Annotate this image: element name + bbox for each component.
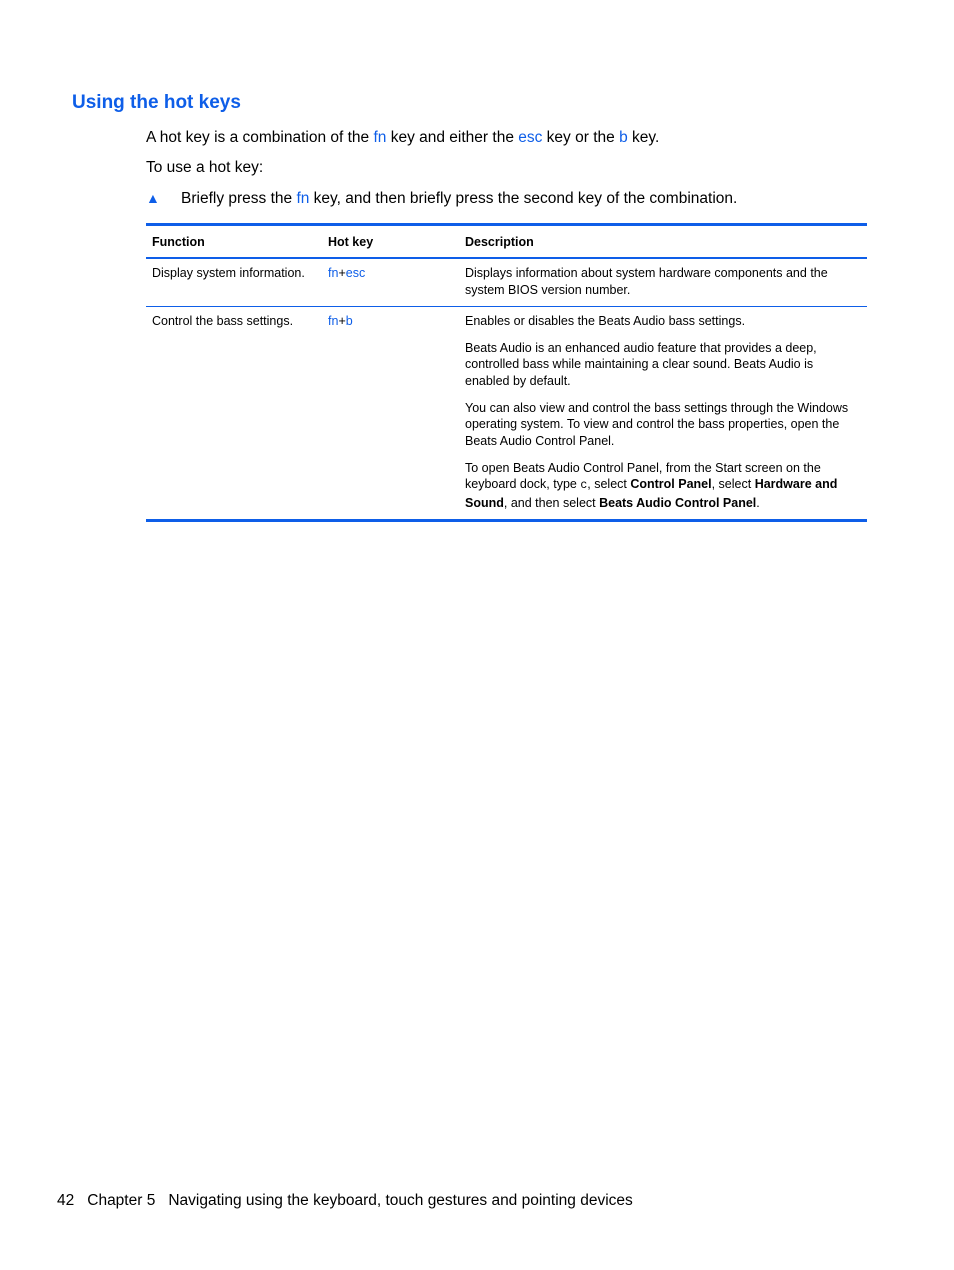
- hot-key-cell: fn+b: [328, 313, 353, 328]
- column-header-description: Description: [459, 225, 867, 259]
- description-paragraph: Beats Audio is an enhanced audio feature that provides a deep, controlled bass while maintaining a clear sound. Beats Audio is enabled by default.: [465, 341, 817, 388]
- description-paragraph: To open Beats Audio Control Panel, from the Start screen on the keyboard dock, type c, select Control Panel, select Hardware and Sound, and then select Beats Audio Control Panel.: [465, 460, 838, 510]
- table-row: [146, 306, 867, 520]
- hot-key-cell: fn+esc: [322, 258, 459, 306]
- section-heading: Using the hot keys: [72, 92, 241, 113]
- table-header-row: [146, 225, 867, 259]
- column-header-hot-key: Hot key: [322, 225, 459, 259]
- chapter-title: Navigating using the keyboard, touch gestures and pointing devices: [168, 1192, 633, 1209]
- chapter-label: Chapter 5: [87, 1192, 156, 1209]
- key-fn: fn: [296, 190, 310, 207]
- key-esc: esc: [518, 129, 543, 146]
- description-cell: Displays information about system hardware components and the system BIOS version number.: [459, 258, 867, 306]
- triangle-bullet-icon: ▲: [146, 190, 160, 206]
- table-row: [146, 258, 867, 306]
- key-fn: fn: [373, 129, 387, 146]
- intro-paragraph: A hot key is a combination of the fn key and either the esc key or the b key.: [146, 129, 660, 146]
- use-label: To use a hot key:: [146, 159, 264, 176]
- description-paragraph: You can also view and control the bass settings through the Windows operating system. To view and control the bass properties, open the Beats Audio Control Panel.: [465, 401, 849, 448]
- function-cell: Display system information.: [146, 258, 322, 306]
- page-number: 42: [57, 1192, 75, 1209]
- page-footer: [57, 1192, 646, 1210]
- step-item: ▲ Briefly press the fn key, and then briefly press the second key of the combination.: [146, 190, 738, 207]
- description-paragraph: Enables or disables the Beats Audio bass settings.: [465, 313, 746, 328]
- hot-keys-table: [146, 223, 867, 522]
- description-cell: [459, 306, 867, 520]
- key-b: b: [619, 129, 628, 146]
- column-header-function: Function: [146, 225, 322, 259]
- function-cell: Control the bass settings.: [152, 313, 294, 328]
